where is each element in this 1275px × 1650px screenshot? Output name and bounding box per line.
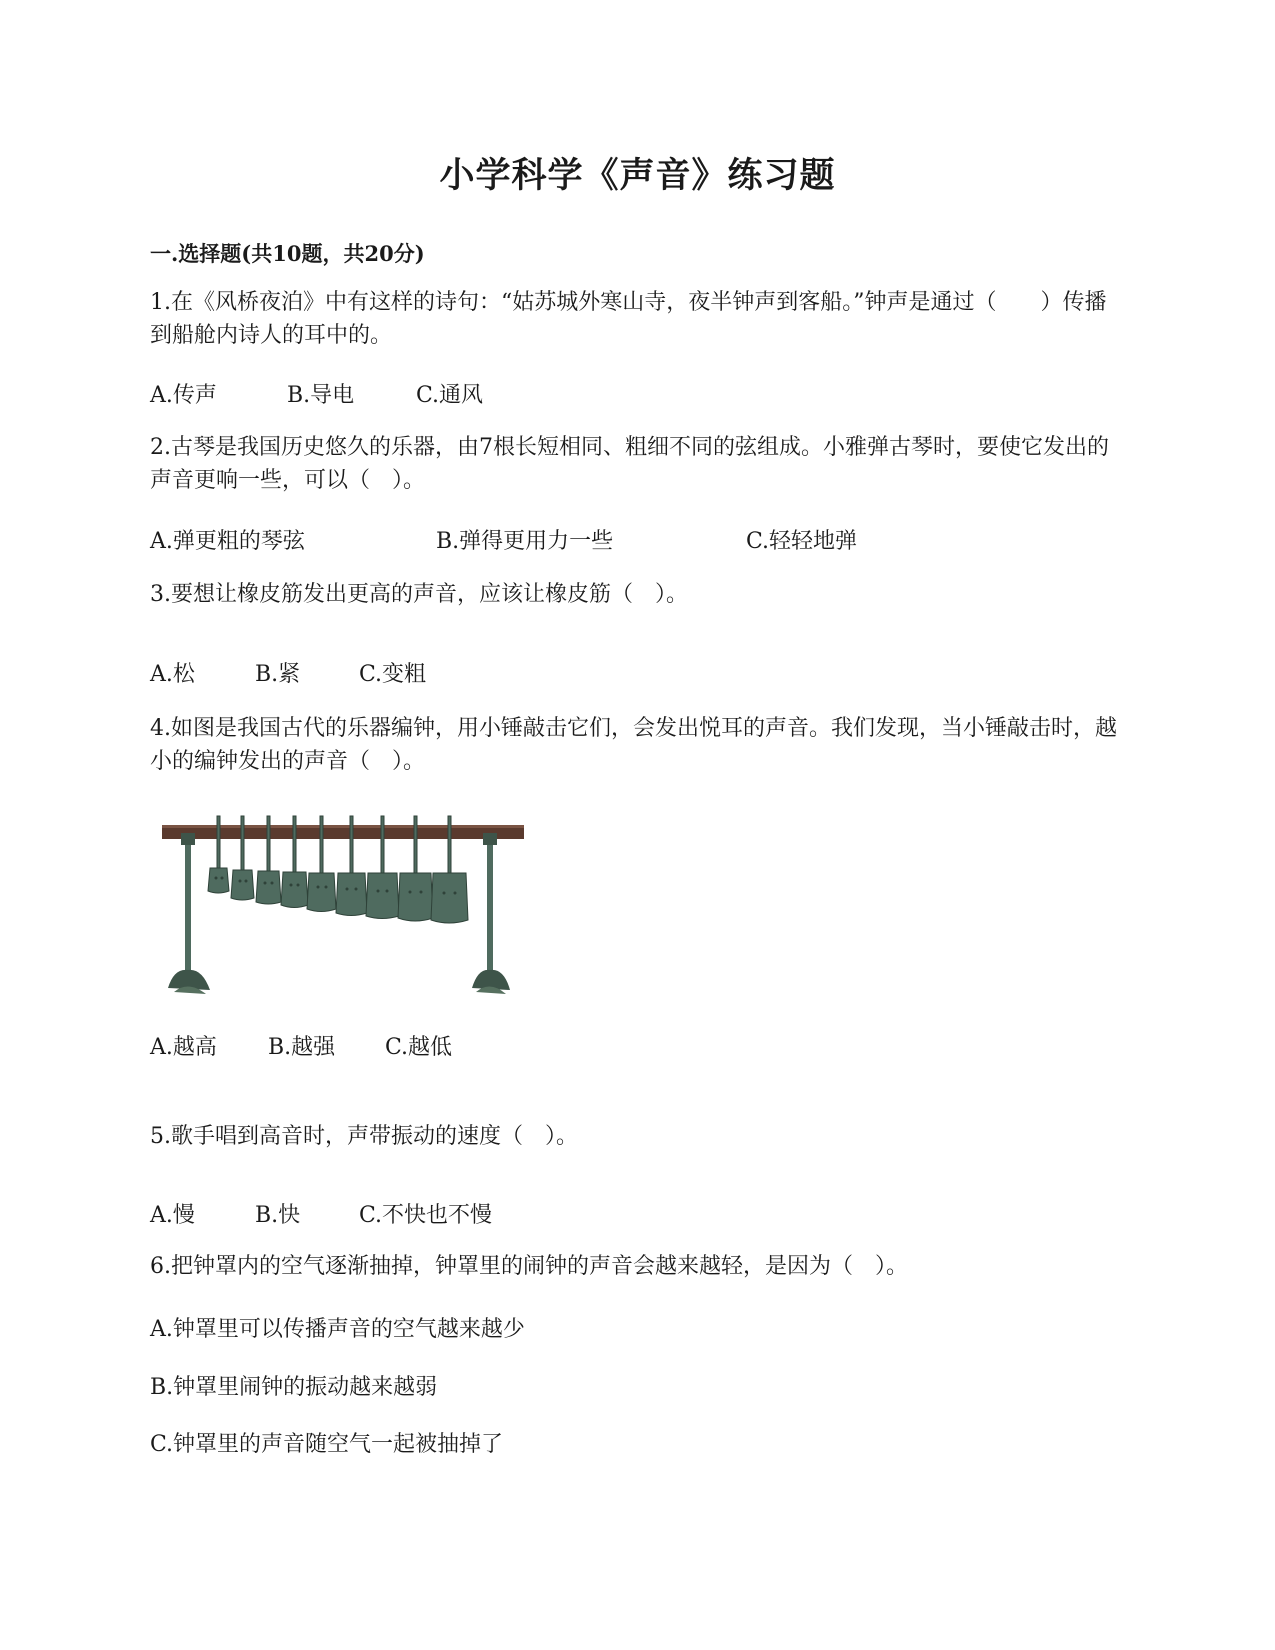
- question-1-option-a: A.传声: [150, 383, 217, 408]
- question-4-option-a: A.越高: [150, 1035, 217, 1060]
- question-4-option-c: C.越低: [385, 1035, 453, 1060]
- question-6-option-b: B.钟罩里闹钟的振动越来越弱: [150, 1375, 438, 1400]
- question-6-option-a: A.钟罩里可以传播声音的空气越来越少: [150, 1317, 525, 1342]
- question-4-stem: 4.如图是我国古代的乐器编钟，用小锤敲击它们，会发出悦耳的声音。我们发现，当小锤敲击时，越小的编钟发出的声音（ ）。: [150, 716, 1117, 774]
- question-5-option-c: C.不快也不慢: [359, 1203, 493, 1228]
- question-5-stem: 5.歌手唱到高音时，声带振动的速度（ ）。: [150, 1124, 578, 1149]
- question-3-stem: 3.要想让橡皮筋发出更高的声音，应该让橡皮筋（ ）。: [150, 582, 688, 607]
- question-6-stem: 6.把钟罩内的空气逐渐抽掉，钟罩里的闹钟的声音会越来越轻，是因为（ ）。: [150, 1254, 908, 1279]
- question-2-option-c: C.轻轻地弹: [746, 529, 858, 554]
- question-1-option-b: B.导电: [287, 383, 355, 408]
- question-3-option-b: B.紧: [255, 662, 301, 687]
- question-2-option-b: B.弹得更用力一些: [436, 529, 614, 554]
- question-6-option-c: C.钟罩里的声音随空气一起被抽掉了: [150, 1432, 504, 1457]
- question-2-stem: 2.古琴是我国历史悠久的乐器，由7根长短相同、粗细不同的弦组成。小雅弹古琴时，要使它发出的声音更响一些，可以（ ）。: [150, 435, 1109, 493]
- question-3-option-a: A.松: [150, 662, 195, 687]
- question-5-option-b: B.快: [255, 1203, 301, 1228]
- page-title: 小学科学《声音》练习题: [439, 155, 836, 196]
- section-heading: 一.选择题(共10题，共20分): [150, 241, 425, 266]
- question-1-option-c: C.通风: [416, 383, 484, 408]
- question-1-stem: 1.在《风桥夜泊》中有这样的诗句：“姑苏城外寒山寺，夜半钟声到客船。”钟声是通过（ ）传播到船舱内诗人的耳中的。: [150, 290, 1107, 348]
- question-3-option-c: C.变粗: [359, 662, 427, 687]
- bianzhong-bells-image: [150, 808, 530, 998]
- question-5-option-a: A.慢: [150, 1203, 195, 1228]
- question-4-option-b: B.越强: [268, 1035, 336, 1060]
- question-2-option-a: A.弹更粗的琴弦: [150, 529, 305, 554]
